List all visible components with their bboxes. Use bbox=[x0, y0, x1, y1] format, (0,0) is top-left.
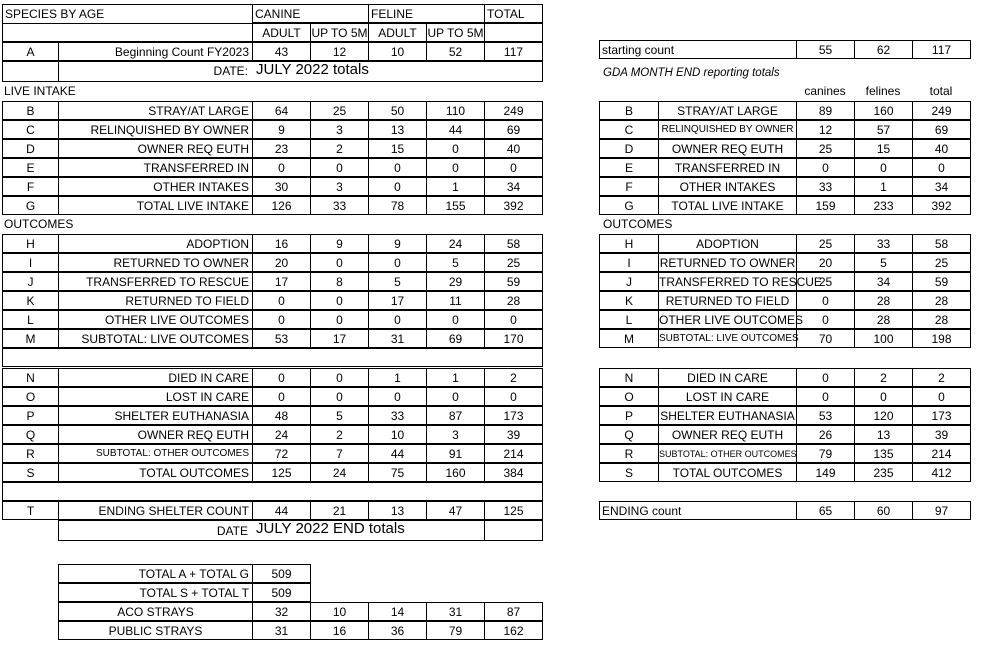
right-row-label[interactable]: STRAY/AT LARGE bbox=[658, 101, 797, 120]
row-value[interactable]: 0 bbox=[368, 158, 427, 177]
right-row-code[interactable]: M bbox=[599, 329, 659, 348]
right-row-label[interactable]: OWNER REQ EUTH bbox=[658, 425, 797, 444]
row-value[interactable]: 0 bbox=[252, 387, 311, 406]
row-value[interactable]: 13 bbox=[368, 501, 427, 520]
canine-adult-header[interactable]: ADULT bbox=[252, 23, 311, 42]
row-code[interactable]: O bbox=[2, 387, 59, 406]
row-value[interactable]: 72 bbox=[252, 444, 311, 463]
row-value[interactable]: 1 bbox=[426, 177, 485, 196]
right-row-label[interactable]: SHELTER EUTHANASIA bbox=[658, 406, 797, 425]
right-row-label[interactable]: LOST IN CARE bbox=[658, 387, 797, 406]
row-value[interactable]: 0 bbox=[484, 158, 543, 177]
outcomes-title: OUTCOMES bbox=[4, 217, 74, 231]
row-value[interactable]: 53 bbox=[252, 329, 311, 348]
right-row-value[interactable]: 28 bbox=[854, 291, 913, 310]
row-label[interactable]: RELINQUISHED BY OWNER bbox=[58, 120, 253, 139]
starting-count-value[interactable]: 55 bbox=[796, 40, 855, 59]
row-label[interactable]: Beginning Count FY2023 bbox=[58, 42, 253, 61]
row-value[interactable]: 0 bbox=[310, 291, 369, 310]
row-value[interactable]: 0 bbox=[484, 310, 543, 329]
right-row-value[interactable]: 89 bbox=[796, 101, 855, 120]
row-value[interactable]: 0 bbox=[426, 310, 485, 329]
right-col-header-felines: felines bbox=[865, 84, 901, 98]
right-row-value[interactable]: 0 bbox=[854, 387, 913, 406]
row-value[interactable]: 29 bbox=[426, 272, 485, 291]
row-label[interactable]: DIED IN CARE bbox=[58, 368, 253, 387]
row-value[interactable]: 170 bbox=[484, 329, 543, 348]
row-value[interactable]: 0 bbox=[368, 177, 427, 196]
right-row-value[interactable]: 28 bbox=[912, 291, 971, 310]
date-end-value: JULY 2022 END totals bbox=[256, 520, 405, 537]
date-label: DATE: bbox=[213, 64, 248, 78]
row-code[interactable]: K bbox=[2, 291, 59, 310]
row-label[interactable]: TOTAL OUTCOMES bbox=[58, 463, 253, 482]
row-value[interactable]: 58 bbox=[484, 234, 543, 253]
row-code[interactable]: J bbox=[2, 272, 59, 291]
right-row-value[interactable]: 0 bbox=[796, 368, 855, 387]
stray-value[interactable]: 36 bbox=[368, 621, 427, 640]
right-row-code[interactable]: E bbox=[599, 158, 659, 177]
right-row-value[interactable]: 26 bbox=[796, 425, 855, 444]
right-row-value[interactable]: 392 bbox=[912, 196, 971, 215]
right-row-label[interactable]: SUBTOTAL: OTHER OUTCOMES bbox=[658, 444, 797, 463]
row-value[interactable]: 23 bbox=[252, 139, 311, 158]
stray-value[interactable]: 31 bbox=[252, 621, 311, 640]
row-value[interactable]: 3 bbox=[310, 120, 369, 139]
right-outcomes-title: OUTCOMES bbox=[603, 217, 673, 231]
row-code[interactable]: F bbox=[2, 177, 59, 196]
row-value[interactable]: 0 bbox=[426, 139, 485, 158]
right-row-label[interactable]: SUBTOTAL: LIVE OUTCOMES bbox=[658, 329, 797, 348]
row-value[interactable]: 44 bbox=[252, 501, 311, 520]
right-row-code[interactable]: D bbox=[599, 139, 659, 158]
right-row-label[interactable]: RETURNED TO FIELD bbox=[658, 291, 797, 310]
right-row-value[interactable]: 15 bbox=[854, 139, 913, 158]
row-value[interactable]: 87 bbox=[426, 406, 485, 425]
stray-label[interactable]: PUBLIC STRAYS bbox=[58, 621, 253, 640]
right-row-code[interactable]: O bbox=[599, 387, 659, 406]
row-code[interactable]: M bbox=[2, 329, 59, 348]
right-row-value[interactable]: 33 bbox=[796, 177, 855, 196]
summary-total-label[interactable]: TOTAL A + TOTAL G bbox=[58, 564, 253, 583]
date-end-spacer[interactable] bbox=[484, 520, 543, 541]
live-intake-title: LIVE INTAKE bbox=[4, 84, 76, 98]
row-value[interactable]: 21 bbox=[310, 501, 369, 520]
right-row-code[interactable]: S bbox=[599, 463, 659, 482]
right-row-label[interactable]: RELINQUISHED BY OWNER bbox=[658, 120, 797, 139]
row-value[interactable]: 0 bbox=[310, 387, 369, 406]
ending-count-value[interactable]: 60 bbox=[854, 501, 913, 520]
row-value[interactable]: 33 bbox=[368, 406, 427, 425]
row-value[interactable]: 2 bbox=[484, 368, 543, 387]
right-row-value[interactable]: 33 bbox=[854, 234, 913, 253]
summary-total-label[interactable]: TOTAL S + TOTAL T bbox=[58, 583, 253, 602]
row-code[interactable]: T bbox=[2, 501, 59, 520]
right-row-value[interactable]: 40 bbox=[912, 139, 971, 158]
row-value[interactable]: 1 bbox=[368, 368, 427, 387]
right-row-value[interactable]: 0 bbox=[796, 387, 855, 406]
row-label[interactable]: TRANSFERRED IN bbox=[58, 158, 253, 177]
row-code[interactable]: S bbox=[2, 463, 59, 482]
row-value[interactable]: 52 bbox=[426, 42, 485, 61]
right-row-value[interactable]: 28 bbox=[912, 310, 971, 329]
right-row-value[interactable]: 59 bbox=[912, 272, 971, 291]
right-row-code[interactable]: P bbox=[599, 406, 659, 425]
right-row-value[interactable]: 2 bbox=[854, 368, 913, 387]
starting-count-label[interactable]: starting count bbox=[599, 40, 797, 59]
right-row-value[interactable]: 70 bbox=[796, 329, 855, 348]
right-row-value[interactable]: 28 bbox=[854, 310, 913, 329]
row-value[interactable]: 69 bbox=[484, 120, 543, 139]
right-row-value[interactable]: 0 bbox=[854, 158, 913, 177]
stray-value[interactable]: 162 bbox=[484, 621, 543, 640]
stray-value[interactable]: 31 bbox=[426, 602, 485, 621]
row-value[interactable]: 9 bbox=[368, 234, 427, 253]
row-value[interactable]: 155 bbox=[426, 196, 485, 215]
right-row-code[interactable]: I bbox=[599, 253, 659, 272]
row-value[interactable]: 24 bbox=[252, 425, 311, 444]
row-value[interactable]: 0 bbox=[368, 310, 427, 329]
right-row-value[interactable]: 214 bbox=[912, 444, 971, 463]
starting-count-value[interactable]: 62 bbox=[854, 40, 913, 59]
summary-total-value[interactable]: 509 bbox=[252, 583, 311, 602]
row-label[interactable]: TOTAL LIVE INTAKE bbox=[58, 196, 253, 215]
row-value[interactable]: 173 bbox=[484, 406, 543, 425]
row-value[interactable]: 1 bbox=[426, 368, 485, 387]
spacer-row[interactable] bbox=[2, 482, 543, 501]
row-code[interactable]: G bbox=[2, 196, 59, 215]
row-value[interactable]: 15 bbox=[368, 139, 427, 158]
row-value[interactable]: 117 bbox=[484, 42, 543, 61]
row-value[interactable]: 64 bbox=[252, 101, 311, 120]
row-value[interactable]: 0 bbox=[310, 368, 369, 387]
right-row-value[interactable]: 160 bbox=[854, 101, 913, 120]
row-value[interactable]: 78 bbox=[368, 196, 427, 215]
row-value[interactable]: 160 bbox=[426, 463, 485, 482]
row-value[interactable]: 10 bbox=[368, 42, 427, 61]
gda-title: GDA MONTH END reporting totals bbox=[603, 67, 780, 79]
right-row-value[interactable]: 39 bbox=[912, 425, 971, 444]
right-row-value[interactable]: 0 bbox=[796, 291, 855, 310]
row-label[interactable]: LOST IN CARE bbox=[58, 387, 253, 406]
ending-count-value[interactable]: 65 bbox=[796, 501, 855, 520]
right-col-header-canines: canines bbox=[804, 84, 846, 98]
row-value[interactable]: 0 bbox=[426, 158, 485, 177]
feline-adult-header[interactable]: ADULT bbox=[368, 23, 427, 42]
row-value[interactable]: 44 bbox=[426, 120, 485, 139]
right-row-value[interactable]: 235 bbox=[854, 463, 913, 482]
row-value[interactable]: 31 bbox=[368, 329, 427, 348]
row-value[interactable]: 10 bbox=[368, 425, 427, 444]
right-row-value[interactable]: 159 bbox=[796, 196, 855, 215]
row-value[interactable]: 75 bbox=[368, 463, 427, 482]
row-value[interactable]: 34 bbox=[484, 177, 543, 196]
right-row-value[interactable]: 0 bbox=[796, 310, 855, 329]
row-value[interactable]: 50 bbox=[368, 101, 427, 120]
right-row-label[interactable]: TRANSFERRED TO RESCUE bbox=[658, 272, 797, 291]
stray-label[interactable]: ACO STRAYS bbox=[58, 602, 253, 621]
total-header[interactable]: TOTAL bbox=[484, 4, 543, 23]
right-row-value[interactable]: 25 bbox=[796, 234, 855, 253]
row-value[interactable]: 110 bbox=[426, 101, 485, 120]
right-row-code[interactable]: R bbox=[599, 444, 659, 463]
right-row-value[interactable]: 149 bbox=[796, 463, 855, 482]
right-col-header-total: total bbox=[929, 84, 953, 98]
right-row-value[interactable]: 79 bbox=[796, 444, 855, 463]
right-row-value[interactable]: 198 bbox=[912, 329, 971, 348]
feline-header[interactable]: FELINE bbox=[368, 4, 485, 23]
right-row-value[interactable]: 34 bbox=[854, 272, 913, 291]
row-value[interactable]: 33 bbox=[310, 196, 369, 215]
row-value[interactable]: 20 bbox=[252, 253, 311, 272]
row-value[interactable]: 30 bbox=[252, 177, 311, 196]
stray-value[interactable]: 10 bbox=[310, 602, 369, 621]
row-code[interactable]: D bbox=[2, 139, 59, 158]
right-row-value[interactable]: 57 bbox=[854, 120, 913, 139]
right-row-code[interactable]: J bbox=[599, 272, 659, 291]
total-header-spacer[interactable] bbox=[484, 23, 543, 42]
row-value[interactable]: 3 bbox=[310, 177, 369, 196]
right-row-value[interactable]: 25 bbox=[912, 253, 971, 272]
date-value: JULY 2022 totals bbox=[256, 61, 369, 78]
row-value[interactable]: 48 bbox=[252, 406, 311, 425]
stray-value[interactable]: 32 bbox=[252, 602, 311, 621]
row-value[interactable]: 125 bbox=[484, 501, 543, 520]
row-value[interactable]: 2 bbox=[310, 139, 369, 158]
row-value[interactable]: 59 bbox=[484, 272, 543, 291]
row-code[interactable]: R bbox=[2, 444, 59, 463]
row-value[interactable]: 384 bbox=[484, 463, 543, 482]
right-row-value[interactable]: 20 bbox=[796, 253, 855, 272]
row-value[interactable]: 0 bbox=[252, 368, 311, 387]
row-label[interactable]: SUBTOTAL: LIVE OUTCOMES bbox=[58, 329, 253, 348]
row-value[interactable]: 5 bbox=[368, 272, 427, 291]
row-value[interactable]: 8 bbox=[310, 272, 369, 291]
row-value[interactable]: 17 bbox=[252, 272, 311, 291]
row-code[interactable]: Q bbox=[2, 425, 59, 444]
row-code[interactable]: P bbox=[2, 406, 59, 425]
row-value[interactable]: 0 bbox=[310, 253, 369, 272]
right-row-value[interactable]: 100 bbox=[854, 329, 913, 348]
row-value[interactable]: 5 bbox=[310, 406, 369, 425]
canine-upto5m-header[interactable]: UP TO 5M bbox=[310, 23, 369, 42]
row-value[interactable]: 91 bbox=[426, 444, 485, 463]
row-value[interactable]: 0 bbox=[368, 253, 427, 272]
row-value[interactable]: 249 bbox=[484, 101, 543, 120]
row-label[interactable]: OTHER LIVE OUTCOMES bbox=[58, 310, 253, 329]
right-row-value[interactable]: 2 bbox=[912, 368, 971, 387]
right-row-label[interactable]: ADOPTION bbox=[658, 234, 797, 253]
right-row-value[interactable]: 412 bbox=[912, 463, 971, 482]
right-row-label[interactable]: OTHER INTAKES bbox=[658, 177, 797, 196]
row-value[interactable]: 11 bbox=[426, 291, 485, 310]
date-spacer[interactable] bbox=[2, 61, 59, 82]
row-label[interactable]: ADOPTION bbox=[58, 234, 253, 253]
row-label[interactable]: RETURNED TO FIELD bbox=[58, 291, 253, 310]
row-value[interactable]: 0 bbox=[484, 387, 543, 406]
row-value[interactable]: 13 bbox=[368, 120, 427, 139]
right-row-code[interactable]: N bbox=[599, 368, 659, 387]
right-row-value[interactable]: 34 bbox=[912, 177, 971, 196]
right-row-value[interactable]: 0 bbox=[796, 158, 855, 177]
row-code[interactable]: C bbox=[2, 120, 59, 139]
row-value[interactable]: 0 bbox=[252, 158, 311, 177]
header-spacer[interactable] bbox=[2, 23, 253, 42]
row-label[interactable]: SHELTER EUTHANASIA bbox=[58, 406, 253, 425]
row-value[interactable]: 17 bbox=[368, 291, 427, 310]
right-row-value[interactable]: 5 bbox=[854, 253, 913, 272]
row-value[interactable]: 3 bbox=[426, 425, 485, 444]
row-code[interactable]: B bbox=[2, 101, 59, 120]
row-value[interactable]: 214 bbox=[484, 444, 543, 463]
row-label[interactable]: OWNER REQ EUTH bbox=[58, 139, 253, 158]
row-value[interactable]: 47 bbox=[426, 501, 485, 520]
right-row-value[interactable]: 25 bbox=[796, 272, 855, 291]
row-value[interactable]: 44 bbox=[368, 444, 427, 463]
right-row-label[interactable]: OWNER REQ EUTH bbox=[658, 139, 797, 158]
row-code[interactable]: L bbox=[2, 310, 59, 329]
row-value[interactable]: 25 bbox=[484, 253, 543, 272]
row-code[interactable]: H bbox=[2, 234, 59, 253]
row-value[interactable]: 12 bbox=[310, 42, 369, 61]
right-row-code[interactable]: F bbox=[599, 177, 659, 196]
row-value[interactable]: 0 bbox=[368, 387, 427, 406]
right-row-code[interactable]: G bbox=[599, 196, 659, 215]
canine-header[interactable]: CANINE bbox=[252, 4, 369, 23]
right-row-value[interactable]: 249 bbox=[912, 101, 971, 120]
row-value[interactable]: 5 bbox=[426, 253, 485, 272]
date-end-label: DATE bbox=[216, 524, 248, 538]
right-row-code[interactable]: B bbox=[599, 101, 659, 120]
row-code[interactable]: E bbox=[2, 158, 59, 177]
row-value[interactable]: 392 bbox=[484, 196, 543, 215]
right-row-label[interactable]: TOTAL LIVE INTAKE bbox=[658, 196, 797, 215]
right-row-value[interactable]: 1 bbox=[854, 177, 913, 196]
row-value[interactable]: 7 bbox=[310, 444, 369, 463]
right-row-value[interactable]: 0 bbox=[912, 387, 971, 406]
right-row-value[interactable]: 69 bbox=[912, 120, 971, 139]
right-row-value[interactable]: 120 bbox=[854, 406, 913, 425]
right-row-label[interactable]: OTHER LIVE OUTCOMES bbox=[658, 310, 797, 329]
right-row-code[interactable]: K bbox=[599, 291, 659, 310]
right-row-value[interactable]: 25 bbox=[796, 139, 855, 158]
row-label[interactable]: OWNER REQ EUTH bbox=[58, 425, 253, 444]
row-code[interactable]: A bbox=[2, 42, 59, 61]
row-value[interactable]: 24 bbox=[426, 234, 485, 253]
row-label[interactable]: TRANSFERRED TO RESCUE bbox=[58, 272, 253, 291]
row-value[interactable]: 24 bbox=[310, 463, 369, 482]
row-value[interactable]: 28 bbox=[484, 291, 543, 310]
right-row-value[interactable]: 0 bbox=[912, 158, 971, 177]
right-row-label[interactable]: RETURNED TO OWNER bbox=[658, 253, 797, 272]
row-value[interactable]: 40 bbox=[484, 139, 543, 158]
row-label[interactable]: ENDING SHELTER COUNT bbox=[58, 501, 253, 520]
right-row-label[interactable]: TRANSFERRED IN bbox=[658, 158, 797, 177]
right-row-code[interactable]: H bbox=[599, 234, 659, 253]
row-label[interactable]: RETURNED TO OWNER bbox=[58, 253, 253, 272]
stray-value[interactable]: 87 bbox=[484, 602, 543, 621]
stray-value[interactable]: 14 bbox=[368, 602, 427, 621]
right-row-label[interactable]: DIED IN CARE bbox=[658, 368, 797, 387]
row-value[interactable]: 126 bbox=[252, 196, 311, 215]
ending-count-value[interactable]: 97 bbox=[912, 501, 971, 520]
right-row-code[interactable]: C bbox=[599, 120, 659, 139]
row-value[interactable]: 25 bbox=[310, 101, 369, 120]
row-value[interactable]: 9 bbox=[252, 120, 311, 139]
right-row-value[interactable]: 12 bbox=[796, 120, 855, 139]
spacer-row[interactable] bbox=[2, 348, 543, 367]
stray-value[interactable]: 79 bbox=[426, 621, 485, 640]
right-row-value[interactable]: 233 bbox=[854, 196, 913, 215]
row-label[interactable]: SUBTOTAL: OTHER OUTCOMES bbox=[58, 444, 253, 463]
right-row-value[interactable]: 13 bbox=[854, 425, 913, 444]
feline-upto5m-header[interactable]: UP TO 5M bbox=[426, 23, 485, 42]
row-value[interactable]: 9 bbox=[310, 234, 369, 253]
row-value[interactable]: 0 bbox=[310, 158, 369, 177]
right-row-value[interactable]: 53 bbox=[796, 406, 855, 425]
row-value[interactable]: 0 bbox=[426, 387, 485, 406]
row-value[interactable]: 0 bbox=[252, 291, 311, 310]
stray-value[interactable]: 16 bbox=[310, 621, 369, 640]
right-row-code[interactable]: L bbox=[599, 310, 659, 329]
right-row-code[interactable]: Q bbox=[599, 425, 659, 444]
starting-count-value[interactable]: 117 bbox=[912, 40, 971, 59]
ending-count-label[interactable]: ENDING count bbox=[599, 501, 797, 520]
row-code[interactable]: I bbox=[2, 253, 59, 272]
row-label[interactable]: OTHER INTAKES bbox=[58, 177, 253, 196]
right-row-value[interactable]: 135 bbox=[854, 444, 913, 463]
row-value[interactable]: 0 bbox=[310, 310, 369, 329]
row-value[interactable]: 17 bbox=[310, 329, 369, 348]
row-value[interactable]: 69 bbox=[426, 329, 485, 348]
summary-total-value[interactable]: 509 bbox=[252, 564, 311, 583]
right-row-value[interactable]: 173 bbox=[912, 406, 971, 425]
row-value[interactable]: 16 bbox=[252, 234, 311, 253]
right-row-label[interactable]: TOTAL OUTCOMES bbox=[658, 463, 797, 482]
row-value[interactable]: 125 bbox=[252, 463, 311, 482]
row-label[interactable]: STRAY/AT LARGE bbox=[58, 101, 253, 120]
row-value[interactable]: 39 bbox=[484, 425, 543, 444]
right-row-value[interactable]: 58 bbox=[912, 234, 971, 253]
row-value[interactable]: 0 bbox=[252, 310, 311, 329]
row-value[interactable]: 2 bbox=[310, 425, 369, 444]
row-code[interactable]: N bbox=[2, 368, 59, 387]
row-value[interactable]: 43 bbox=[252, 42, 311, 61]
species-by-age-header[interactable]: SPECIES BY AGE bbox=[2, 4, 253, 24]
